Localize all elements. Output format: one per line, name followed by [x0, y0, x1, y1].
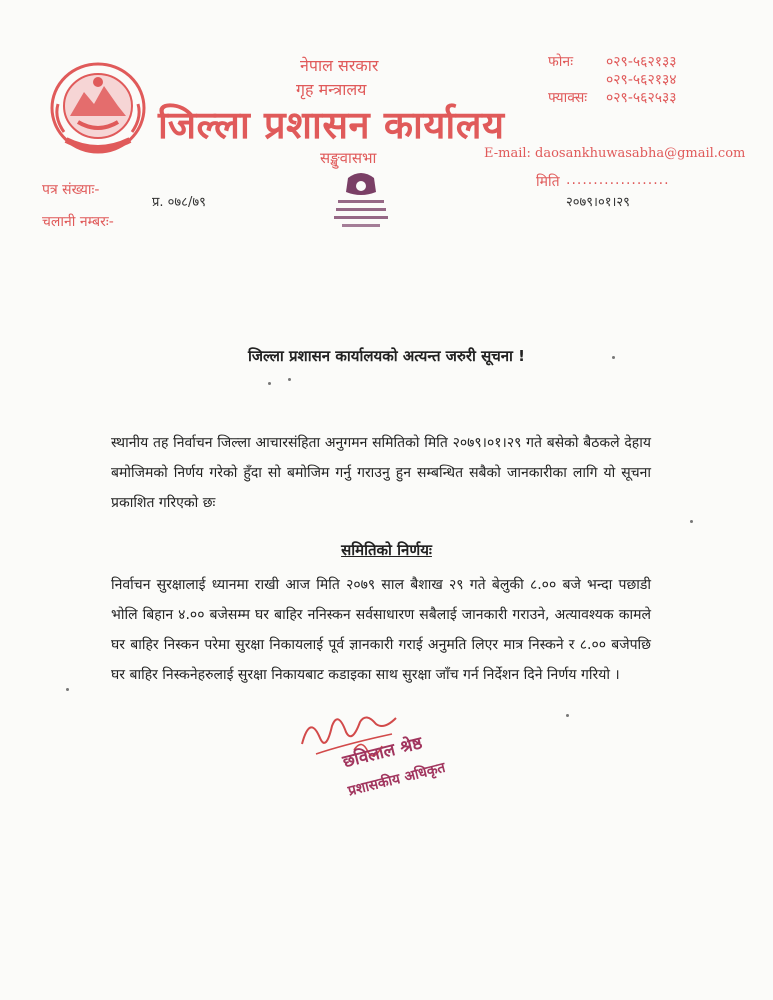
notice-intro-paragraph: स्थानीय तह निर्वाचन जिल्ला आचारसंहिता अनुगमन समितिको मिति २०७९।०१।२९ गते बसेको बैठकले देहाय बमोजिमको निर्णय गरेको हुँदा सो बमोजिम गर्नु गराउनु हुन सम्बन्धित सबैको जानकारीका लागि यो सूचना प्रकाशित गरिएको छः: [111, 435, 651, 511]
date-dotted-line: ...................: [566, 172, 670, 188]
ministry-name: गृह मन्त्रालय: [296, 80, 367, 99]
district-name: सङ्खुवासभा: [320, 149, 377, 167]
office-name: जिल्ला प्रशासन कार्यालय: [158, 103, 505, 147]
office-seal-stamp: [330, 168, 392, 234]
date-label: मिति: [536, 174, 560, 190]
decision-heading-text: समितिको निर्णयः: [341, 541, 432, 559]
notice-title: जिल्ला प्रशासन कार्यालयको अत्यन्त जरुरी सूचना !: [247, 347, 526, 365]
date-value: २०७९।०१।२९: [566, 195, 630, 210]
dispatch-number-label: चलानी नम्बरः-: [42, 214, 114, 230]
scan-speck: [268, 382, 271, 385]
letter-number-label: पत्र संख्याः-: [42, 182, 100, 198]
scan-speck: [288, 378, 291, 381]
phone-number-1: ०२९-५६२१३३: [606, 54, 677, 70]
scan-speck: [566, 714, 569, 717]
government-name: नेपाल सरकार: [300, 56, 379, 75]
fax-label: फ्याक्सः: [548, 90, 588, 106]
nepal-emblem-icon: [48, 58, 148, 162]
decision-paragraph: निर्वाचन सुरक्षालाई ध्यानमा राखी आज मिति २०७९ साल बैशाख २९ गते बेलुकी ८.०० बजे भन्दा पछाडी भोलि बिहान ४.०० बजेसम्म घर बाहिर ननिस्कन सर्वसाधारण सबैलाई जानकारी गराउने, अत्यावश्यक कामले घर बाहिर निस्कन परेमा सुरक्षा निकायलाई पूर्व ज्ञानकारी गराई अनुमति लिएर मात्र निस्कने र ८.०० बजेपछि घर बाहिर निस्कनेहरुलाई सुरक्षा निकायबाट कडाइका साथ सुरक्षा जाँच गर्न निर्देशन दिने निर्णय गरियो ।: [111, 577, 651, 683]
fax-number: ०२९-५६२५३३: [606, 90, 677, 106]
scan-speck: [66, 688, 69, 691]
decision-heading: [0, 540, 773, 560]
signatory-name: छविलाल श्रेष्ठ: [340, 733, 425, 773]
signatory-designation: प्रशासकीय अधिकृत: [346, 759, 448, 800]
phone-label: फोनः: [548, 54, 574, 70]
letter-number-value: प्र. ०७८/७९: [152, 195, 206, 210]
scan-speck: [612, 356, 615, 359]
scan-speck: [690, 520, 693, 523]
phone-number-2: ०२९-५६२१३४: [606, 72, 677, 88]
email-address: E-mail: daosankhuwasabha@gmail.com: [484, 146, 746, 161]
